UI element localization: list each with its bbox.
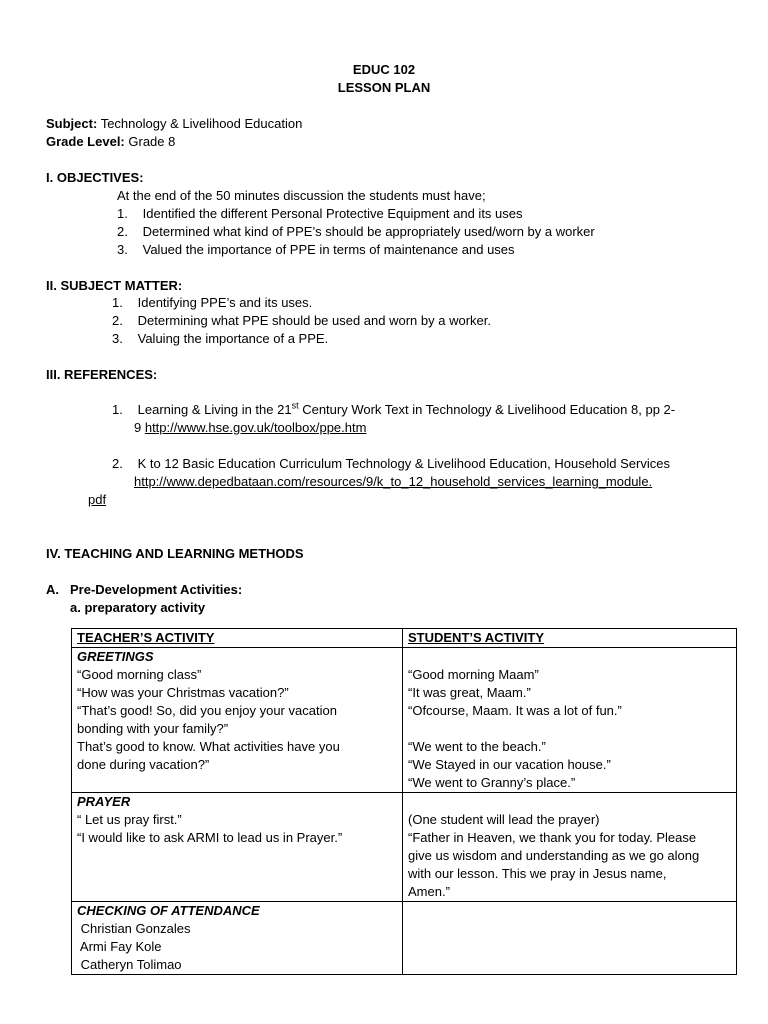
teacher-column-header: TEACHER’S ACTIVITY	[72, 629, 403, 648]
doc-type-title: LESSON PLAN	[337, 80, 431, 95]
preparatory-activity-heading: a. preparatory activity	[70, 600, 206, 615]
reference-link[interactable]: http://www.hse.gov.uk/toolbox/ppe.htm	[144, 420, 367, 435]
student-line: “We went to the beach.”	[408, 739, 546, 754]
reference-text: K to 12 Basic Education Curriculum Technology & Livelihood Education, Household Services	[137, 456, 670, 471]
table-row	[72, 648, 737, 793]
student-line: (One student will lead the prayer)	[408, 812, 600, 827]
pre-development-letter: A.	[46, 582, 59, 597]
course-title: EDUC 102	[352, 62, 416, 77]
table-header-row	[72, 629, 737, 648]
reference-number: 1.	[112, 402, 123, 417]
methods-heading: IV. TEACHING AND LEARNING METHODS	[46, 546, 304, 561]
objective-item	[117, 205, 523, 223]
objective-text: Determined what kind of PPE’s should be appropriately used/worn by a worker	[142, 224, 595, 239]
teacher-line: “How was your Christmas vacation?”	[77, 685, 289, 700]
student-line: give us wisdom and understanding as we go along	[408, 848, 700, 863]
student-name: Christian Gonzales	[77, 921, 191, 936]
reference-text-cont: Century Work Text in Technology & Livelihood Education 8, pp 2-	[298, 402, 676, 417]
reference-link-end[interactable]	[88, 491, 106, 509]
reference-link[interactable]	[134, 473, 652, 491]
subject-line	[46, 115, 302, 133]
reference-item	[112, 401, 675, 419]
reference-line2	[134, 419, 366, 437]
student-line: “It was great, Maam.”	[408, 685, 531, 700]
objective-number: 3.	[117, 242, 128, 257]
grade-value: Grade 8	[128, 134, 176, 149]
pre-development-heading	[46, 581, 242, 599]
teacher-line: “I would like to ask ARMI to lead us in Prayer.”	[77, 830, 343, 845]
reference-link-text[interactable]: http://www.depedbataan.com/resources/9/k_to_12_household_services_learning_module.	[134, 474, 653, 489]
student-name: Armi Fay Kole	[77, 939, 162, 954]
teacher-cell	[72, 793, 403, 902]
objective-item	[117, 223, 595, 241]
subject-matter-heading: II. SUBJECT MATTER:	[46, 278, 183, 293]
teacher-line: “That’s good! So, did you enjoy your vacation	[77, 703, 337, 718]
teacher-line: “ Let us pray first.”	[77, 812, 182, 827]
section-title: GREETINGS	[77, 649, 154, 664]
student-cell	[403, 793, 737, 902]
subject-value: Technology & Livelihood Education	[100, 116, 303, 131]
spacer	[408, 648, 731, 666]
reference-text: Learning & Living in the 21	[137, 402, 292, 417]
reference-number: 2.	[112, 456, 123, 471]
student-name: Catheryn Tolimao	[77, 957, 182, 972]
student-cell	[403, 648, 737, 793]
subject-matter-number: 2.	[112, 313, 123, 328]
student-line: Amen.”	[408, 884, 450, 899]
student-line: “We went to Granny’s place.”	[408, 775, 576, 790]
subject-matter-number: 1.	[112, 295, 123, 310]
student-column-header: STUDENT’S ACTIVITY	[403, 629, 737, 648]
activity-table	[71, 628, 737, 975]
table-row	[72, 793, 737, 902]
teacher-line: bonding with your family?”	[77, 721, 229, 736]
references-heading: III. REFERENCES:	[46, 367, 158, 382]
objective-number: 2.	[117, 224, 128, 239]
teacher-cell	[72, 648, 403, 793]
teacher-line: done during vacation?”	[77, 757, 210, 772]
spacer	[408, 793, 731, 811]
subject-label: Subject:	[46, 116, 98, 131]
reference-superscript: st	[291, 400, 299, 411]
student-line: with our lesson. This we pray in Jesus name,	[408, 866, 667, 881]
student-line: “Ofcourse, Maam. It was a lot of fun.”	[408, 703, 622, 718]
student-line: “We Stayed in our vacation house.”	[408, 757, 611, 772]
section-title: CHECKING OF ATTENDANCE	[77, 903, 260, 918]
student-line: “Good morning Maam”	[408, 667, 539, 682]
student-cell	[403, 902, 737, 975]
spacer	[408, 720, 731, 738]
section-title: PRAYER	[77, 794, 131, 809]
objectives-heading: I. OBJECTIVES:	[46, 170, 144, 185]
subject-matter-text: Determining what PPE should be used and worn by a worker.	[137, 313, 491, 328]
grade-line	[46, 133, 175, 151]
pre-development-text: Pre-Development Activities:	[70, 582, 243, 597]
subject-matter-text: Valuing the importance of a PPE.	[137, 331, 329, 346]
reference-item	[112, 455, 670, 473]
grade-label: Grade Level:	[46, 134, 125, 149]
teacher-line: That’s good to know. What activities have you	[77, 739, 340, 754]
subject-matter-text: Identifying PPE’s and its uses.	[137, 295, 313, 310]
reference-pages: 9	[134, 420, 145, 435]
objective-text: Identified the different Personal Protective Equipment and its uses	[142, 206, 523, 221]
subject-matter-item	[112, 330, 328, 348]
subject-matter-item	[112, 294, 312, 312]
student-line: “Father in Heaven, we thank you for today. Please	[408, 830, 697, 845]
objective-number: 1.	[117, 206, 128, 221]
teacher-cell	[72, 902, 403, 975]
subject-matter-number: 3.	[112, 331, 123, 346]
teacher-line: “Good morning class”	[77, 667, 202, 682]
objective-text: Valued the importance of PPE in terms of maintenance and uses	[142, 242, 515, 257]
subject-matter-item	[112, 312, 491, 330]
objectives-intro: At the end of the 50 minutes discussion the students must have;	[117, 188, 486, 203]
table-row	[72, 902, 737, 975]
objective-item	[117, 241, 515, 259]
reference-link-end-text[interactable]: pdf	[88, 492, 107, 507]
